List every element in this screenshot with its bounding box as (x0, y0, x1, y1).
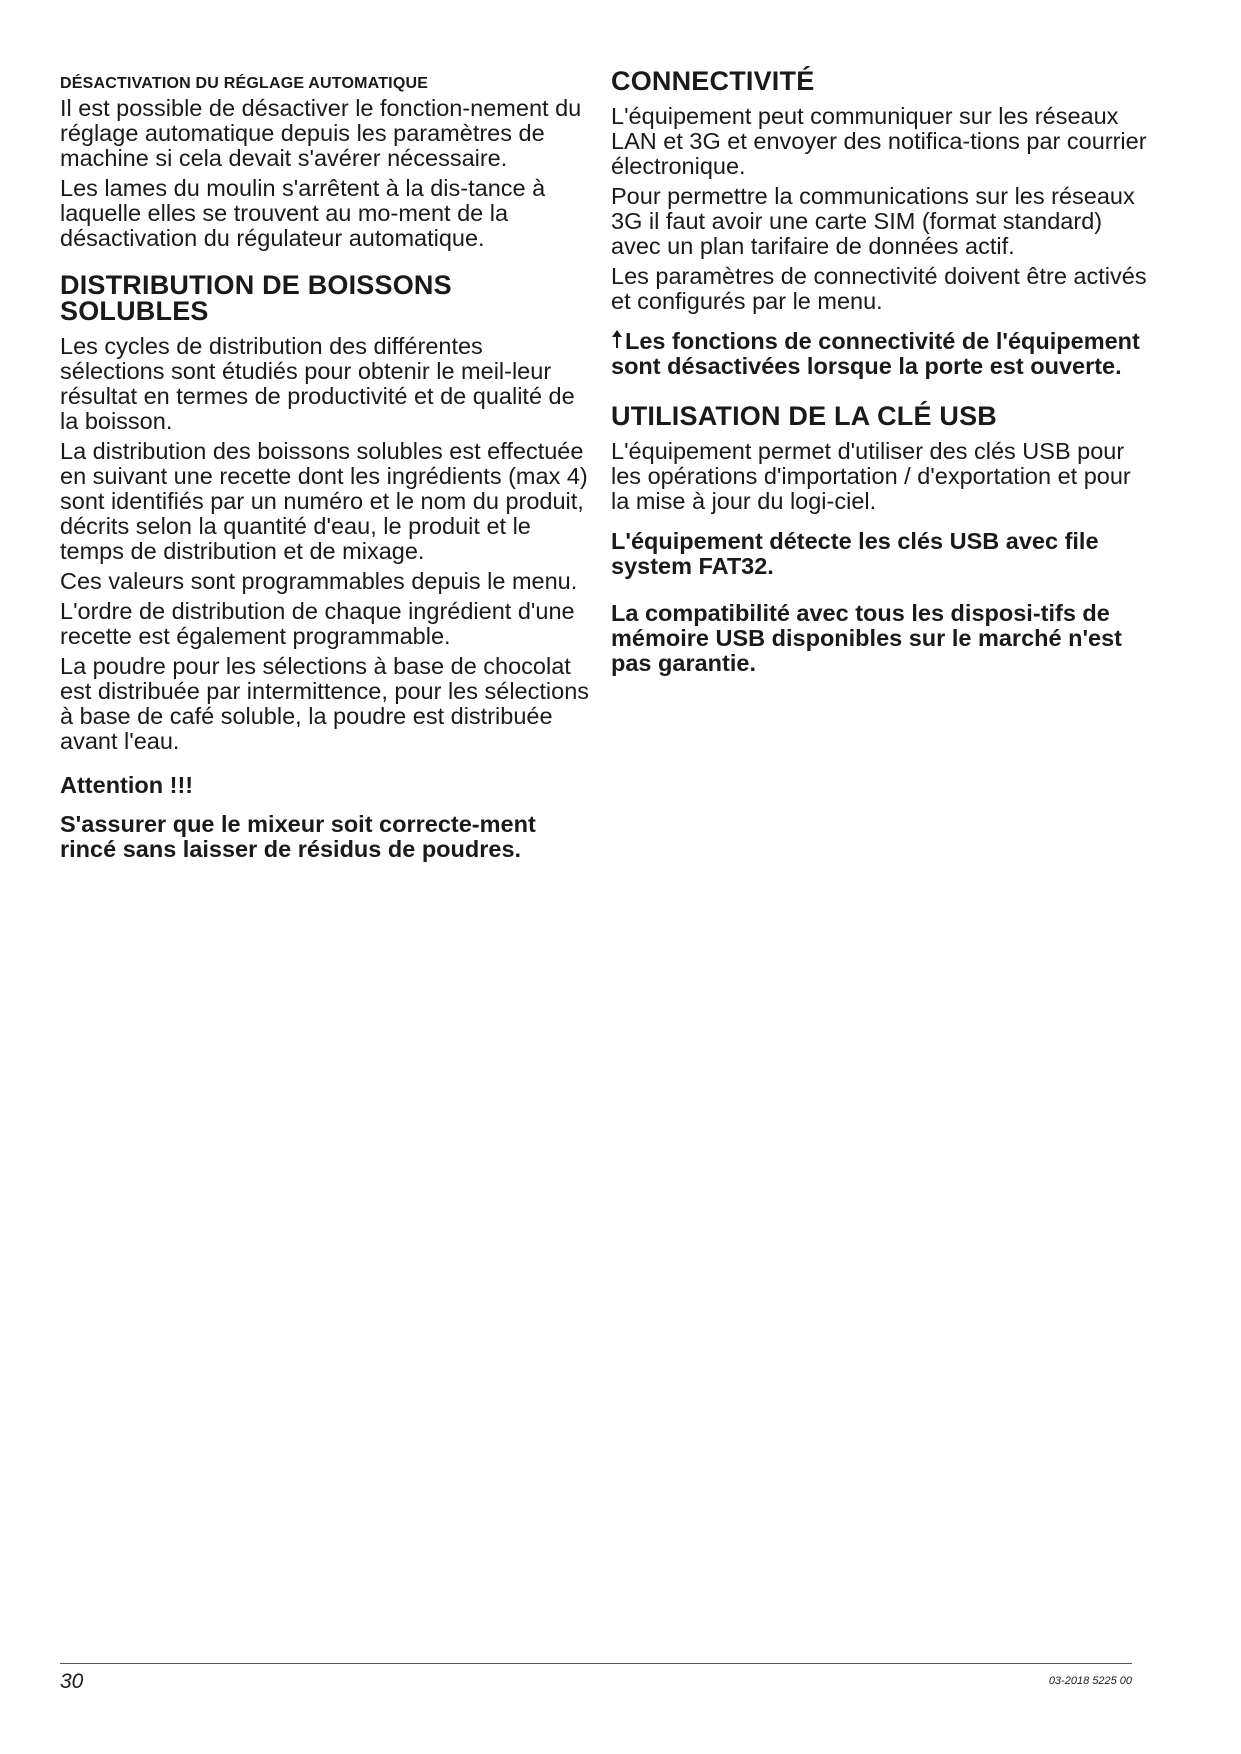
footer-divider (60, 1663, 1132, 1664)
section-heading: UTILISATION DE LA CLÉ USB (611, 401, 997, 431)
note-block (611, 329, 1151, 379)
paragraph: Il est possible de désactiver le fonction-nement du réglage automatique depuis les paramètres de machine si cela devait s'avérer nécessaire. (60, 95, 582, 171)
paragraph: Les cycles de distribution des différentes sélections sont étudiés pour obtenir le meil-leur résultat en termes de productivité et de qualité de la boisson. (60, 333, 575, 434)
paragraph: L'équipement peut communiquer sur les réseaux LAN et 3G et envoyer des notifica-tions par courrier électronique. (611, 103, 1147, 179)
section-subheading: DÉSACTIVATION DU RÉGLAGE AUTOMATIQUE (60, 75, 429, 92)
section-heading: CONNECTIVITÉ (611, 66, 815, 96)
right-column (611, 66, 1151, 676)
paragraph: La poudre pour les sélections à base de chocolat est distribuée par intermittence, pour les sélections à base de café soluble, la poudre est distribuée avant l'eau. (60, 653, 590, 754)
section-heading: DISTRIBUTION DE BOISSONS SOLUBLES (60, 270, 452, 326)
arrow-up-icon (611, 329, 623, 354)
document-code: 03-2018 5225 00 (1048, 1675, 1132, 1687)
attention-label: Attention !!! (60, 772, 194, 798)
page-number: 30 (60, 1670, 84, 1693)
warning-text: S'assurer que le mixeur soit correcte-ment rincé sans laisser de résidus de poudres. (60, 811, 536, 862)
paragraph: L'ordre de distribution de chaque ingrédient d'une recette est également programmable. (60, 598, 575, 649)
paragraph: Pour permettre la communications sur les réseaux 3G il faut avoir une carte SIM (format standard) avec un plan tarifaire de données actif. (611, 183, 1135, 259)
paragraph: La distribution des boissons solubles est effectuée en suivant une recette dont les ingrédients (max 4) sont identifiés par un numéro et le nom du produit, décrits selon la quantité d'eau, le produit et le temps de distribution et de mixage. (60, 438, 588, 564)
bold-note: La compatibilité avec tous les disposi-tifs de mémoire USB disponibles sur le marché n'est pas garantie. (611, 600, 1122, 676)
paragraph: Les paramètres de connectivité doivent être activés et configurés par le menu. (611, 263, 1147, 314)
note-text: Les fonctions de connectivité de l'équipement sont désactivées lorsque la porte est ouverte. (611, 328, 1140, 379)
paragraph: L'équipement permet d'utiliser des clés USB pour les opérations d'importation / d'exportation et pour la mise à jour du logi-ciel. (611, 438, 1131, 514)
paragraph: Les lames du moulin s'arrêtent à la dis-tance à laquelle elles se trouvent au mo-ment de la désactivation du régulateur automatique. (60, 175, 546, 251)
paragraph: Ces valeurs sont programmables depuis le menu. (60, 568, 578, 594)
left-column (60, 66, 590, 862)
bold-note: L'équipement détecte les clés USB avec file system FAT32. (611, 528, 1099, 579)
